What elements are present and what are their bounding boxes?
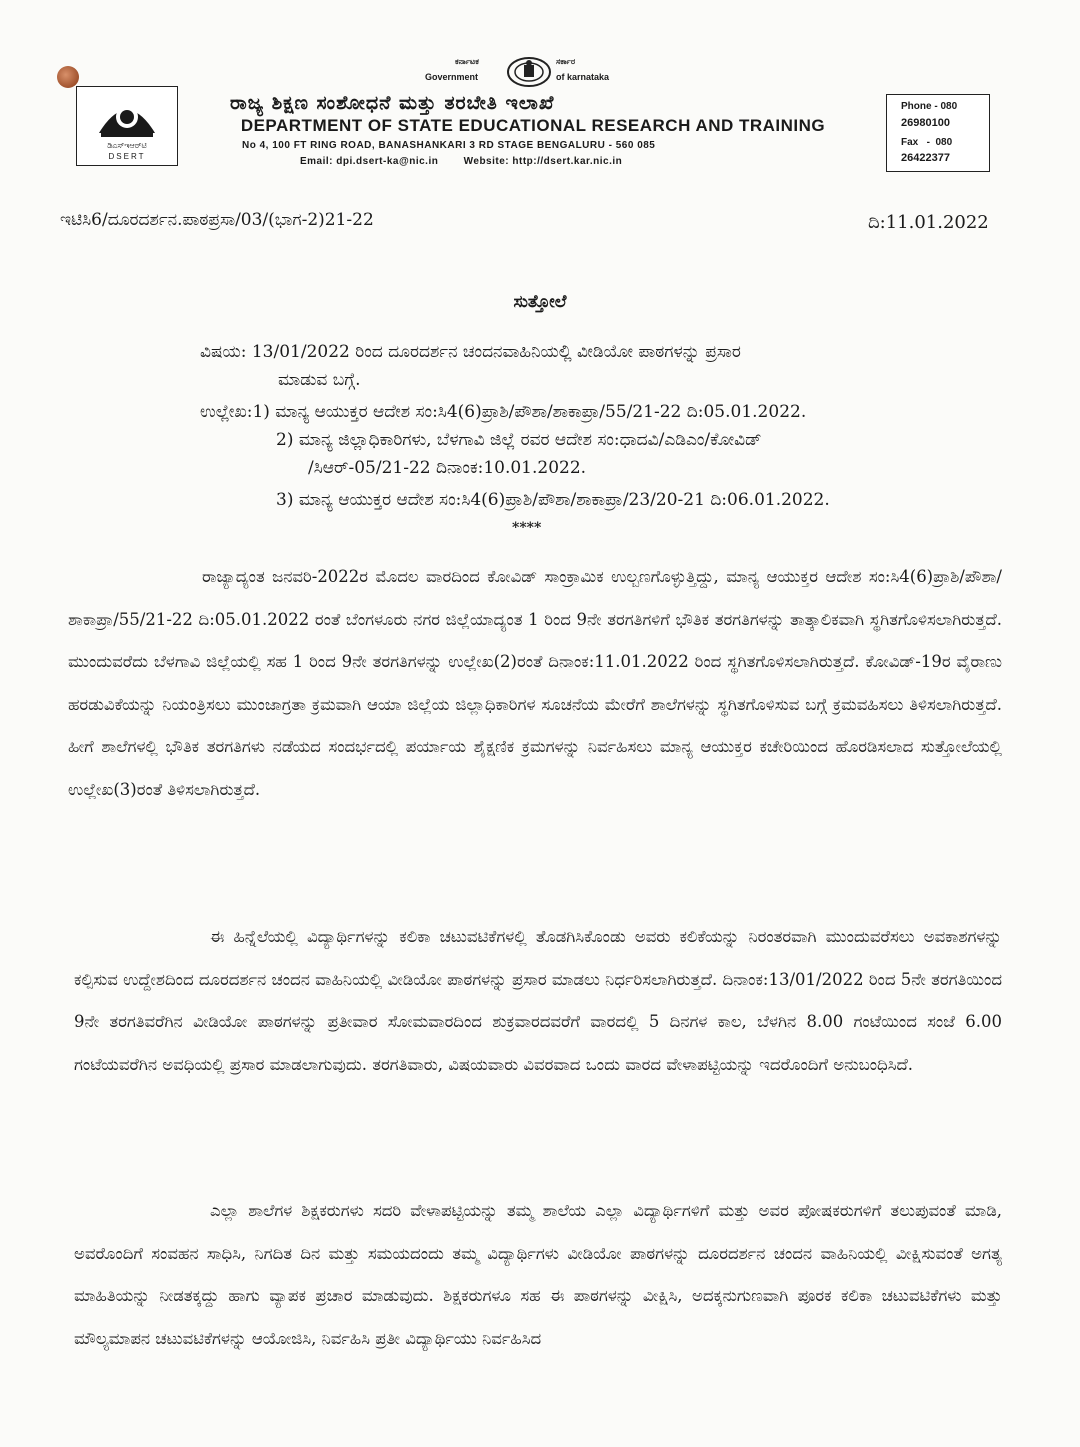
logo-text-english: DSERT xyxy=(108,152,146,161)
paragraph-1 xyxy=(68,556,1002,811)
state-label-english: of karnataka xyxy=(556,72,610,82)
punch-hole xyxy=(57,66,79,88)
letter-date: ದಿ:11.01.2022 xyxy=(868,212,989,233)
website: Website: http://dsert.kar.nic.in xyxy=(463,156,623,167)
separator: **** xyxy=(512,520,542,536)
paragraph-2-text: ಈ ಹಿನ್ನೆಲೆಯಲ್ಲಿ ವಿದ್ಯಾರ್ಥಿಗಳನ್ನು ಕಲಿಕಾ ಚಟುವಟಿಕೆಗಳಲ್ಲಿ ತೊಡಗಿಸಿಕೊಂಡು ಅವರು ಕಲಿಕೆಯನ್ನು ನಿರಂತರವಾಗಿ ಮುಂದುವರೆಸಲು ಅವಕಾಶಗಳನ್ನು ಕಲ್ಪಿಸುವ ಉದ್ದೇಶದಿಂದ ದೂರದರ್ಶನ ಚಂದನ ವಾಹಿನಿಯಲ್ಲಿ ವೀಡಿಯೋ ಪಾಠಗಳನ್ನು ಪ್ರಸಾರ ಮಾಡಲು ನಿರ್ಧರಿಸಲಾಗಿರುತ್ತದೆ. ದಿನಾಂಕ:13/01/2022 ರಿಂದ 5ನೇ ತರಗತಿಯಿಂದ 9ನೇ ತರಗತಿವರೆಗಿನ ವೀಡಿಯೋ ಪಾಠಗಳನ್ನು ಪ್ರತೀವಾರ ಸೋಮವಾರದಿಂದ ಶುಕ್ರವಾರದವರೆಗೆ ವಾರದಲ್ಲಿ 5 ದಿನಗಳ ಕಾಲ, ಬೆಳಗಿನ 8.00 ಗಂಟೆಯಿಂದ ಸಂಜೆ 6.00 ಗಂಟೆಯವರೆಗಿನ ಅವಧಿಯಲ್ಲಿ ಪ್ರಸಾರ ಮಾಡಲಾಗುವುದು. ತರಗತಿವಾರು, ವಿಷಯವಾರು ವಿವರವಾದ ಒಂದು ವಾರದ ವೇಳಾಪಟ್ಟಿಯನ್ನು ಇದರೊಂದಿಗೆ ಅನುಬಂಧಿಸಿದೆ. xyxy=(74,927,1002,1074)
subject-line-1: ವಿಷಯ: 13/01/2022 ರಿಂದ ದೂರದರ್ಶನ ಚಂದನವಾಹಿನಿಯಲ್ಲಿ ವೀಡಿಯೋ ಪಾಠಗಳನ್ನು ಪ್ರಸಾರ xyxy=(200,342,741,362)
dsert-emblem-icon xyxy=(95,93,159,139)
email: Email: dpi.dsert-ka@nic.in xyxy=(300,156,439,167)
subject-line-2: ಮಾಡುವ ಬಗ್ಗೆ. xyxy=(278,370,361,390)
state-label-kannada: ಸರ್ಕಾರ xyxy=(556,57,576,66)
fax-label: Fax - 080 xyxy=(901,137,953,148)
department-name-english: DEPARTMENT OF STATE EDUCATIONAL RESEARCH AND TRAINING xyxy=(240,116,826,135)
paragraph-2 xyxy=(74,916,1002,1086)
document-title: ಸುತ್ತೋಲೆ xyxy=(513,292,567,312)
karnataka-emblem-icon xyxy=(506,56,552,88)
contact-line xyxy=(300,156,644,167)
paragraph-3-text: ಎಲ್ಲಾ ಶಾಲೆಗಳ ಶಿಕ್ಷಕರುಗಳು ಸದರಿ ವೇಳಾಪಟ್ಟಿಯನ್ನು ತಮ್ಮ ಶಾಲೆಯ ಎಲ್ಲಾ ವಿದ್ಯಾರ್ಥಿಗಳಿಗೆ ಮತ್ತು ಅವರ ಪೋಷಕರುಗಳಿಗೆ ತಲುಪುವಂತೆ ಮಾಡಿ, ಅವರೊಂದಿಗೆ ಸಂವಹನ ಸಾಧಿಸಿ, ನಿಗದಿತ ದಿನ ಮತ್ತು ಸಮಯದಂದು ತಮ್ಮ ವಿದ್ಯಾರ್ಥಿಗಳು ವೀಡಿಯೋ ಪಾಠಗಳನ್ನು ದೂರದರ್ಶನ ಚಂದನ ವಾಹಿನಿಯಲ್ಲಿ ವೀಕ್ಷಿಸುವಂತೆ ಅಗತ್ಯ ಮಾಹಿತಿಯನ್ನು ನೀಡತಕ್ಕದ್ದು ಹಾಗು ವ್ಯಾಪಕ ಪ್ರಚಾರ ಮಾಡುವುದು. ಶಿಕ್ಷಕರುಗಳೂ ಸಹ ಈ ಪಾಠಗಳನ್ನು ವೀಕ್ಷಿಸಿ, ಅದಕ್ಕನುಗುಣವಾಗಿ ಪೂರಕ ಕಲಿಕಾ ಚಟುವಟಿಕೆಗಳು ಮತ್ತು ಮೌಲ್ಯಮಾಪನ ಚಟುವಟಿಕೆಗಳನ್ನು ಆಯೋಜಿಸಿ, ನಿರ್ವಹಿಸಿ ಪ್ರತೀ ವಿದ್ಯಾರ್ಥಿಯು ನಿರ್ವಹಿಸಿದ xyxy=(74,1201,1002,1348)
reference-2-line-2: /ಸಿಆರ್-05/21-22 ದಿನಾಂಕ:10.01.2022. xyxy=(308,458,587,478)
phone-fax-box xyxy=(886,94,990,172)
gov-label-kannada: ಕರ್ನಾಟಕ xyxy=(455,57,479,66)
paragraph-1-text: ರಾಜ್ಯಾದ್ಯಂತ ಜನವರಿ-2022ರ ಮೊದಲ ವಾರದಿಂದ ಕೋವಿಡ್ ಸಾಂಕ್ರಾಮಿಕ ಉಲ್ಬಣಗೊಳ್ಳುತ್ತಿದ್ದು, ಮಾನ್ಯ ಆಯುಕ್ತರ ಆದೇಶ ಸಂ:ಸಿ4(6)ಪ್ರಾಶಿ/ಪೌಶಾ/ಶಾಕಾಪ್ರಾ/55/21-22 ದಿ:05.01.2022 ರಂತೆ ಬೆಂಗಳೂರು ನಗರ ಜಿಲ್ಲೆಯಾದ್ಯಂತ 1 ರಿಂದ 9ನೇ ತರಗತಿಗಳಿಗೆ ಭೌತಿಕ ತರಗತಿಗಳನ್ನು ತಾತ್ಕಾಲಿಕವಾಗಿ ಸ್ಥಗಿತಗೊಳಿಸಲಾಗಿರುತ್ತದೆ. ಮುಂದುವರೆದು ಬೆಳಗಾವಿ ಜಿಲ್ಲೆಯಲ್ಲಿ ಸಹ 1 ರಿಂದ 9ನೇ ತರಗತಿಗಳನ್ನು ಉಲ್ಲೇಖ(2)ರಂತೆ ದಿನಾಂಕ:11.01.2022 ರಿಂದ ಸ್ಥಗಿತಗೊಳಿಸಲಾಗಿರುತ್ತದೆ. ಕೋವಿಡ್-19ರ ವೈರಾಣು ಹರಡುವಿಕೆಯನ್ನು ನಿಯಂತ್ರಿಸಲು ಮುಂಜಾಗ್ರತಾ ಕ್ರಮವಾಗಿ ಆಯಾ ಜಿಲ್ಲೆಯ ಜಿಲ್ಲಾಧಿಕಾರಿಗಳ ಸೂಚನೆಯ ಮೇರೆಗೆ ಶಾಲೆಗಳನ್ನು ಸ್ಥಗಿತಗೊಳಿಸುವ ಬಗ್ಗೆ ಕ್ರಮವಹಿಸಲು ತಿಳಿಸಲಾಗಿರುತ್ತದೆ. ಹೀಗೆ ಶಾಲೆಗಳಲ್ಲಿ ಭೌತಿಕ ತರಗತಿಗಳು ನಡೆಯದ ಸಂದರ್ಭದಲ್ಲಿ ಪರ್ಯಾಯ ಶೈಕ್ಷಣಿಕ ಕ್ರಮಗಳನ್ನು ನಿರ್ವಹಿಸಲು ಮಾನ್ಯ ಆಯುಕ್ತರ ಕಚೇರಿಯಿಂದ ಹೊರಡಿಸಲಾದ ಸುತ್ತೋಲೆಯಲ್ಲಿ ಉಲ್ಲೇಖ(3)ರಂತೆ ತಿಳಿಸಲಾಗಿರುತ್ತದೆ. xyxy=(68,567,1002,799)
reference-1: ಉಲ್ಲೇಖ:1) ಮಾನ್ಯ ಆಯುಕ್ತರ ಆದೇಶ ಸಂ:ಸಿ4(6)ಪ್ರಾಶಿ/ಪೌಶಾ/ಶಾಕಾಪ್ರಾ/55/21-22 ದಿ:05.01.2022. xyxy=(200,402,807,422)
gov-label-english: Government xyxy=(425,72,479,82)
fax-number: 26422377 xyxy=(901,152,950,164)
department-name-kannada: ರಾಜ್ಯ ಶಿಕ್ಷಣ ಸಂಶೋಧನೆ ಮತ್ತು ತರಬೇತಿ ಇಲಾಖೆ xyxy=(230,92,555,114)
reference-2-line-1: 2) ಮಾನ್ಯ ಜಿಲ್ಲಾಧಿಕಾರಿಗಳು, ಬೆಳಗಾವಿ ಜಿಲ್ಲೆ ರವರ ಆದೇಶ ಸಂ:ಧಾದವಿ/ಎಡಿಎಂ/ಕೋವಿಡ್ xyxy=(276,430,762,450)
address: No 4, 100 FT RING ROAD, BANASHANKARI 3 RD STAGE BENGALURU - 560 085 xyxy=(242,140,656,151)
reference-number: ಇಟಿಸಿ6/ದೂರದರ್ಶನ.ಪಾಠಪ್ರಸಾ/03/(ಭಾಗ-2)21-22 xyxy=(60,210,374,230)
reference-3: 3) ಮಾನ್ಯ ಆಯುಕ್ತರ ಆದೇಶ ಸಂ:ಸಿ4(6)ಪ್ರಾಶಿ/ಪೌಶಾ/ಶಾಕಾಪ್ರಾ/23/20-21 ದಿ:06.01.2022. xyxy=(276,490,830,510)
phone-label: Phone - 080 xyxy=(901,101,958,112)
paragraph-3 xyxy=(74,1190,1002,1420)
logo-text-kannada: ಡಿಎಸ್‌ಇಆರ್‌ಟಿ xyxy=(107,141,147,150)
phone-number: 26980100 xyxy=(901,117,950,129)
dsert-logo xyxy=(76,86,178,166)
